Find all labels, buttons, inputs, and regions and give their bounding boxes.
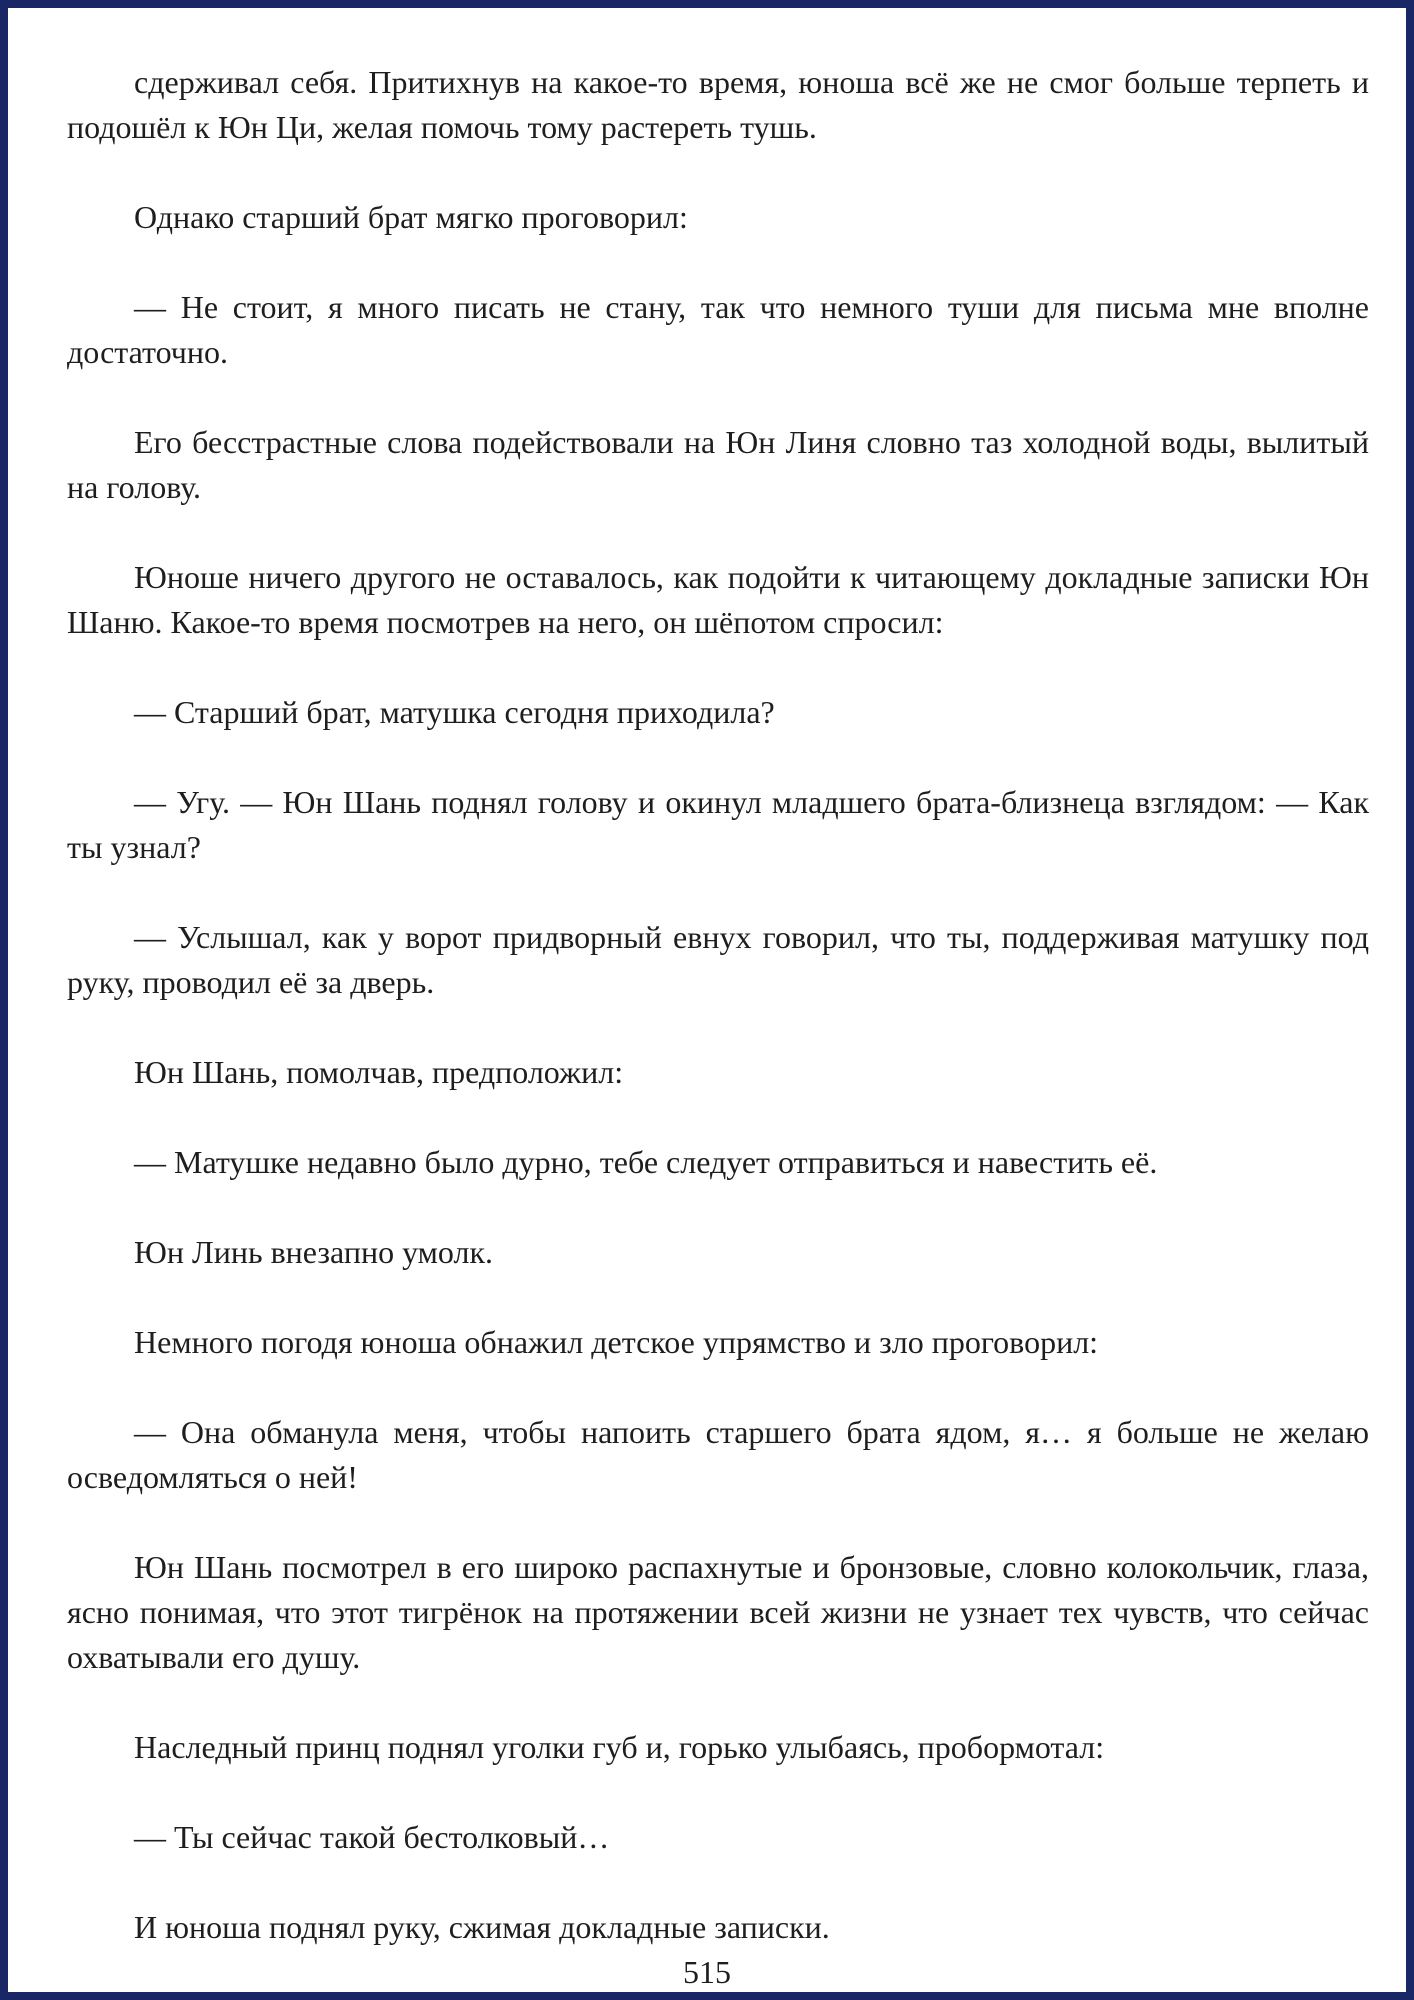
paragraph: — Угу. — Юн Шань поднял голову и окинул младшего брата-близнеца взглядом: — Как ты узнал? xyxy=(67,784,1369,865)
book-page xyxy=(8,8,1406,1992)
paragraph: — Она обманула меня, чтобы напоить старшего брата ядом, я… я больше не желаю осведомляться о ней! xyxy=(67,1414,1369,1495)
page-number: 515 xyxy=(683,1954,731,1990)
paragraph: Юн Шань посмотрел в его широко распахнутые и бронзовые, словно колокольчик, глаза, ясно понимая, что этот тигрёнок на протяжении всей жизни не узнает тех чувств, что сейчас охватывали его душу. xyxy=(67,1549,1369,1675)
paragraph: И юноша поднял руку, сжимая докладные записки. xyxy=(134,1909,830,1945)
paragraph: Юн Шань, помолчав, предположил: xyxy=(134,1054,624,1090)
paragraph: Его бесстрастные слова подействовали на Юн Линя словно таз холодной воды, вылитый на голову. xyxy=(67,424,1369,505)
paragraph: Наследный принц поднял уголки губ и, горько улыбаясь, пробормотал: xyxy=(134,1729,1105,1765)
paragraph: Немного погодя юноша обнажил детское упрямство и зло проговорил: xyxy=(134,1324,1099,1360)
paragraph: — Матушке недавно было дурно, тебе следует отправиться и навестить её. xyxy=(134,1144,1158,1180)
paragraph: Юн Линь внезапно умолк. xyxy=(134,1234,493,1270)
paragraph: — Не стоит, я много писать не стану, так что немного туши для письма мне вполне достаточно. xyxy=(67,289,1369,370)
page-body-text xyxy=(67,60,1369,1995)
paragraph: — Старший брат, матушка сегодня приходила? xyxy=(134,694,775,730)
paragraph: — Ты сейчас такой бестолковый… xyxy=(134,1819,610,1855)
paragraph: Однако старший брат мягко проговорил: xyxy=(134,199,688,235)
paragraph: — Услышал, как у ворот придворный евнух говорил, что ты, поддерживая матушку под руку, проводил её за дверь. xyxy=(67,919,1369,1000)
paragraph: Юноше ничего другого не оставалось, как подойти к читающему докладные записки Юн Шаню. Какое-то время посмотрев на него, он шёпотом спросил: xyxy=(67,559,1369,640)
paragraph: сдерживал себя. Притихнув на какое-то время, юноша всё же не смог больше терпеть и подошёл к Юн Ци, желая помочь тому растереть тушь. xyxy=(67,64,1369,145)
